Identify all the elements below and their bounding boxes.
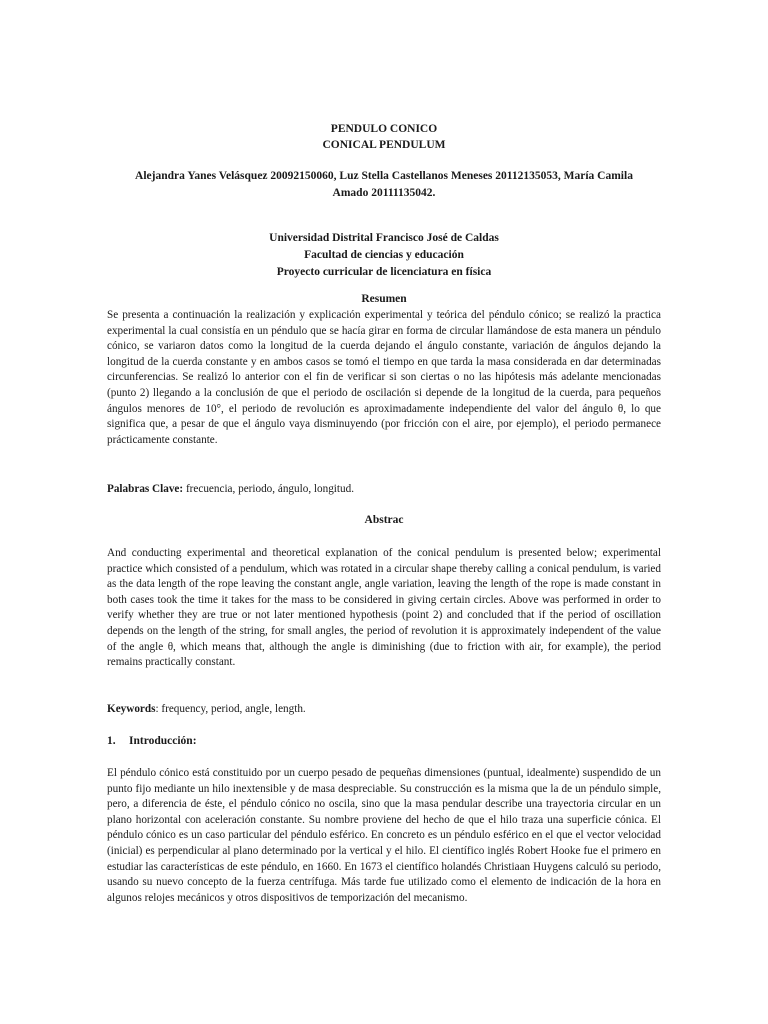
paper-title (0, 121, 768, 153)
section-1-number: 1. (107, 735, 116, 747)
resumen-heading: Resumen (361, 293, 407, 305)
abstract-heading: Abstrac (364, 514, 404, 526)
faculty-name: Facultad de ciencias y educación (304, 249, 464, 261)
author-list (100, 168, 668, 202)
university-name: Universidad Distrital Francisco José de Caldas (269, 232, 499, 244)
keywords (107, 703, 661, 715)
authors-line-1: Alejandra Yanes Velásquez 20092150060, Luz Stella Castellanos Meneses 20112135053, María Camila (135, 170, 633, 182)
program-name: Proyecto curricular de licenciatura en física (276, 266, 492, 278)
section-1-title: Introducción: (129, 735, 197, 747)
keywords-text: : frequency, period, angle, length. (155, 703, 306, 715)
affiliation (0, 230, 768, 281)
authors-line-2: Amado 20111135042. (332, 187, 436, 199)
title-english: CONICAL PENDULUM (322, 139, 446, 151)
palabras-clave-label: Palabras Clave: (107, 483, 184, 495)
section-1-heading (107, 735, 197, 747)
section-1-text: El péndulo cónico está constituido por un cuerpo pesado de pequeñas dimensiones (puntual, idealmente) suspendido de un punto fijo mediante un hilo inextensible y de masa despreciable. Su construcción es la misma que la de un péndulo simple, pero, a diferencia de éste, el péndulo cónico no oscila, sino que la masa pendular describe una trayectoria circular en un plano horizontal con aceleración constante. Su nombre proviene del hecho de que el hilo traza una superficie cónica. El péndulo cónico es un caso particular del péndulo esférico. En concreto es un péndulo esférico en el que el vector velocidad (inicial) es perpendicular al plano determinado por la vertical y el hilo. El científico inglés Robert Hooke fue el primero en estudiar las características de este péndulo, en 1660. En 1673 el científico holandés Christiaan Huygens calculó su periodo, usando su nuevo concepto de la fuerza centrífuga. Más tarde fue utilizado como el elemento de indicación de la hora en algunos relojes mecánicos y otros dispositivos de temporización del mecanismo. (107, 767, 661, 904)
keywords-label: Keywords (107, 703, 156, 715)
resumen-text: Se presenta a continuación la realización y explicación experimental y teórica del péndulo cónico; se realizó la practica experimental la cual consistía en un péndulo que se hacía girar en forma de circular llamándose de esta manera un péndulo cónico, se variaron datos como la longitud de la cuerda dejando el ángulo constante, variación de ángulos dejando la longitud de la cuerda constante y en ambos casos se tomó el tiempo en que tarda la masa considerada en dar determinadas circunferencias. Se realizó lo anterior con el fin de verificar si son ciertas o no las hipótesis más adelante mencionadas (punto 2) llegando a la conclusión de que el periodo de oscilación si depende de la longitud de la cuerda, para pequeños ángulos menores de 10°, el periodo de revolución es aproximadamente independiente del valor del ángulo θ, lo que significa que, a pesar de que el ángulo vaya disminuyendo (por fricción con el aire, por ejemplo), el periodo permanece prácticamente constante. (107, 309, 661, 446)
title-spanish: PENDULO CONICO (330, 123, 438, 135)
palabras-clave-text: frecuencia, periodo, ángulo, longitud. (183, 483, 355, 495)
abstract-text: And conducting experimental and theoretical explanation of the conical pendulum is presented below; experimental practice which consisted of a pendulum, which was rotated in a circular shape thereby calling a conical pendulum, is varied as the data length of the rope leaving the constant angle, angle variation, leaving the length of the rope is made constant in both cases took the time it takes for the mass to be considered in giving certain circles. Above was performed in order to verify whether they are true or not later mentioned hypothesis (point 2) and concluded that if the period of oscillation depends on the length of the string, for small angles, the period of revolution it is approximately independent of the value of the angle θ, which means that, although the angle is diminishing (due to friction with air, for example), the period remains practically constant. (107, 547, 661, 669)
palabras-clave (107, 483, 661, 495)
